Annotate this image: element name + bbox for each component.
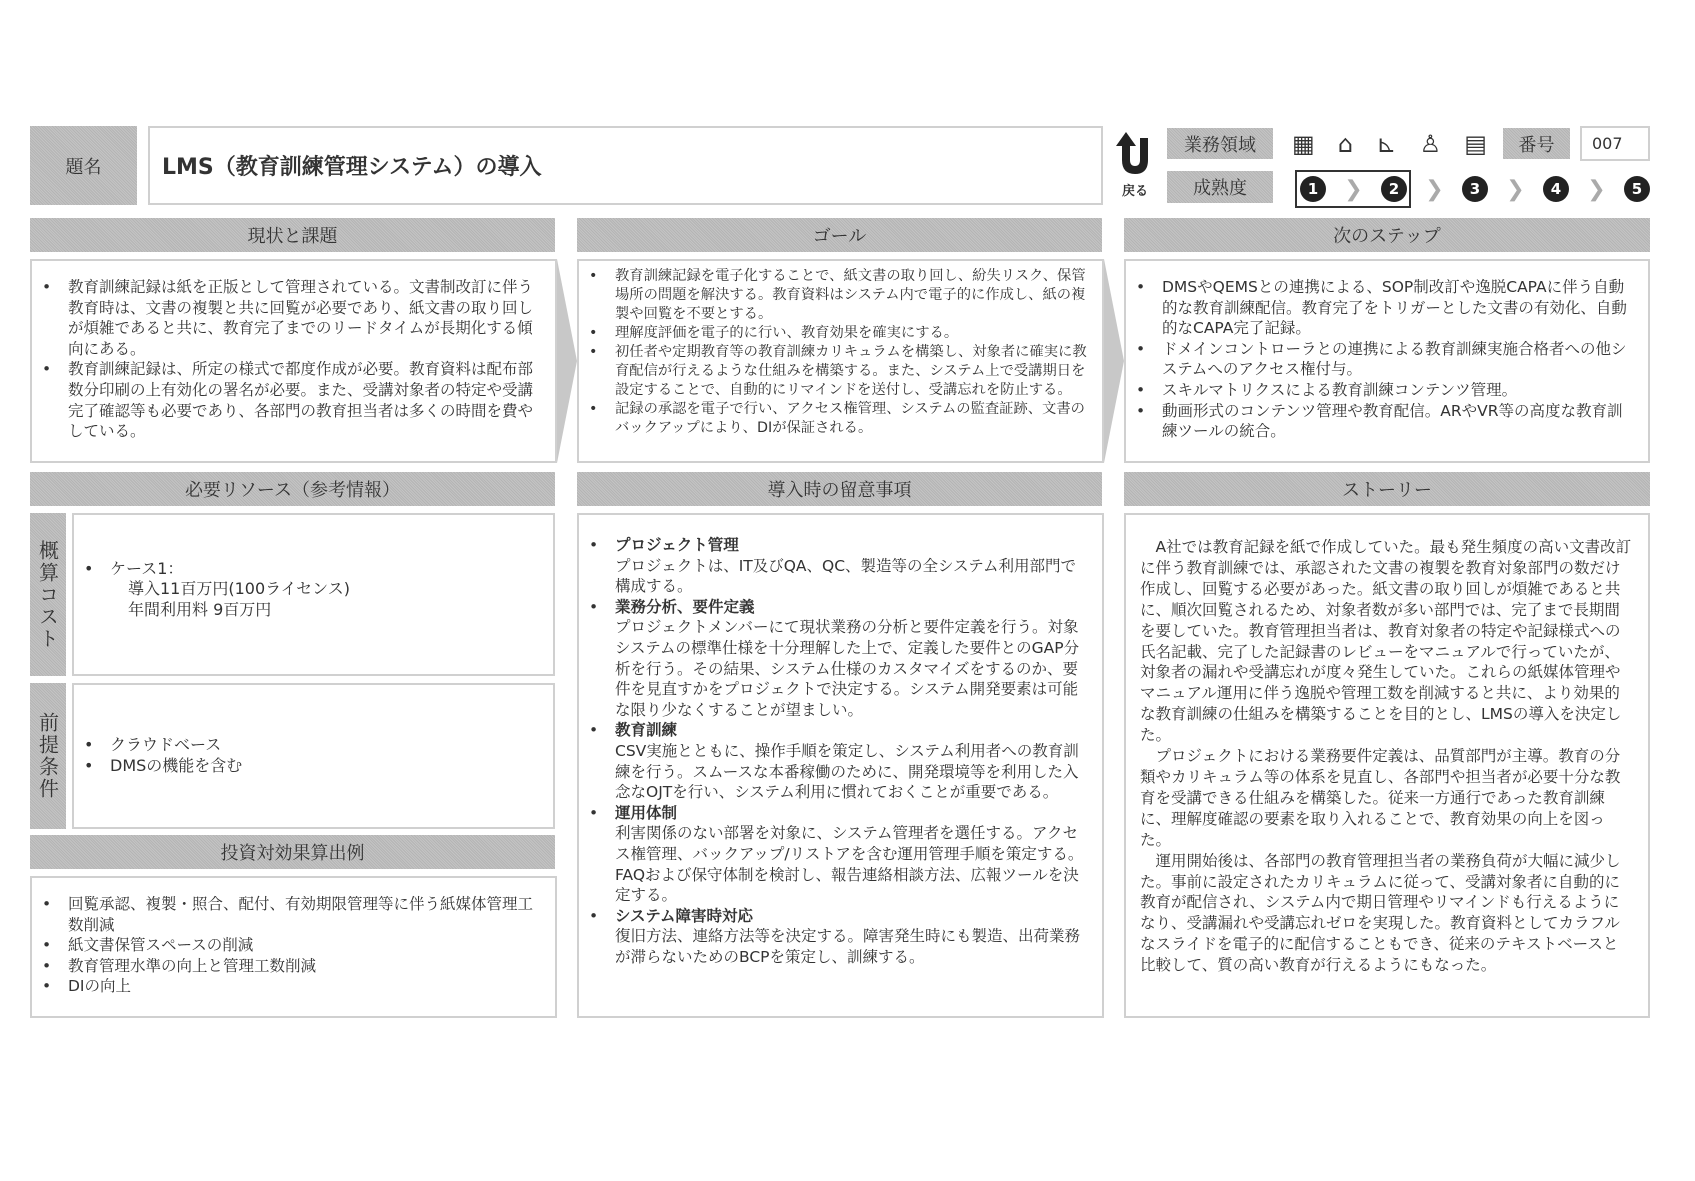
section-header-story: ストーリー [1124,472,1650,506]
list-item: • DMSの機能を含む [74,756,553,777]
list-item: • 業務分析、要件定義 プロジェクトメンバーにて現状業務の分析と要件定義を行う。対象システムの標準仕様を十分理解した上で、定義した要件とのGAP分析を行う。その結果、システム仕様のカスタマイズをするのか、要件を見直すかをプロジェクトで決定する。システム開発要素は可能な限り少なくすることが望ましい。 [579,597,1090,721]
chevron-right-icon: ❯ [1344,176,1363,202]
list-item: • 教育管理水準の向上と管理工数削減 [32,956,537,977]
back-arrow-icon [1114,132,1156,176]
list-item: • 紙文書保管スペースの削減 [32,935,537,956]
cost-panel [72,513,555,676]
list-item: • 初任者や定期教育等の教育訓練カリキュラムを構築し、対象者に確実に教育配信が行えるような仕組みを構築する。また、システム上で受講期日を設定することで、自動的にリマインドを送付し、受講忘れを防止する。 [579,343,1088,400]
list-item: • 回覧承認、複製・照合、配付、有効期限管理等に伴う紙媒体管理工数削減 [32,894,537,935]
maturity-step-3[interactable]: 3 [1462,176,1488,202]
list-item: • システム障害時対応 復旧方法、連絡方法等を決定する。障害発生時にも製造、出荷業務が滞らないためのBCPを策定し、訓練する。 [579,906,1090,968]
scientist-icon[interactable]: ♙ [1419,129,1442,158]
list-item: • 教育訓練記録は紙を正版として管理されている。文書制改訂に伴う教育時は、文書の複製と共に回覧が必要であり、紙文書の取り回しが煩雑であると共に、教育完了までのリードタイムが長期化する傾向にある。 [32,277,537,359]
section-header-goal: ゴール [577,218,1102,252]
clipboard-certificate-icon[interactable]: ▤ [1464,129,1487,158]
title-label: 題名 [30,126,137,205]
back-label: 戻る [1121,184,1148,199]
maturity-step-5[interactable]: 5 [1624,176,1650,202]
list-item: • 教育訓練記録は、所定の様式で都度作成が必要。教育資料は配布部数分印刷の上有効化の署名が必要。また、受講対象者の特定や受講完了確認等も必要であり、各部門の教育担当者は多くの時間を費やしている。 [32,359,537,441]
list-item: • 教育訓練 CSV実施とともに、操作手順を策定し、システム利用者への教育訓練を行う。スムースな本番稼働のために、開発環境等を利用した入念なOJTを行い、システム利用に慣れておくことが重要である。 [579,720,1090,802]
list-item: • 理解度評価を電子的に行い、教育効果を確実にする。 [579,324,1088,343]
list-item: • ケース1： 導入11百万円(100ライセンス) 年間利用料 9百万円 [74,559,553,621]
maturity-step-1[interactable]: 1 [1300,176,1326,202]
back-button[interactable] [1112,132,1158,199]
list-item: • 動画形式のコンテンツ管理や教育配信。ARやVR等の高度な教育訓練ツールの統合。 [1126,401,1630,442]
maturity-step-2[interactable]: 2 [1381,176,1407,202]
list-item: • スキルマトリクスによる教育訓練コンテンツ管理。 [1126,380,1630,401]
page-title: LMS（教育訓練管理システム）の導入 [148,126,1103,205]
warehouse-icon[interactable]: ⌂ [1337,129,1354,158]
story-panel [1124,513,1650,1018]
chevron-right-icon: ❯ [1587,176,1606,202]
calendar-grid-icon[interactable]: ▦ [1292,129,1315,158]
list-item: • DMSやQEMSとの連携による、SOP制改訂や逸脱CAPAに伴う自動的な教育訓練配信。教育完了をトリガーとした文書の有効化、自動的なCAPA完了記録。 [1126,277,1630,339]
section-header-current: 現状と課題 [30,218,555,252]
list-item: • 運用体制 利害関係のない部署を対象に、システム管理者を選任する。アクセス権管理、バックアップ/リストアを含む運用管理手順を策定する。FAQおよび保守体制を検討し、報告連絡相談方法、広報ツールを決定する。 [579,803,1090,906]
story-paragraph: プロジェクトにおける業務要件定義は、品質部門が主導。教育の分類やカリキュラム等の体系を見直し、各部門や担当者が必要十分な教育を受講できる仕組みを構築した。従来一方通行であった教育訓練に、理解度確認の要素を取り入れることで、教育効果の向上を図った。 [1140,747,1621,849]
maturity-steps [1300,175,1650,203]
list-item: • ドメインコントローラとの連携による教育訓練実施合格者への他システムへのアクセス権付与。 [1126,339,1630,380]
chevron-right-icon: ❯ [1506,176,1525,202]
list-item: • DIの向上 [32,976,537,997]
premise-label: 前提条件 [30,683,66,829]
story-paragraph: A社では教育記録を紙で作成していた。最も発生頻度の高い文書改訂に伴う教育訓練では、承認された文書の複製を教育対象部門の数だけ作成し、回覧する必要があった。紙文書の取り回しが煩雑であると共に、順次回覧されるため、対象者数が多い部門では、完了まで長期間を要していた。教育管理担当者は、教育対象者の特定や記録様式への氏名記載、完了した記録書のレビューをマニュアルで行っていたが、対象者の漏れや受講忘れが度々発生していた。これらの紙媒体管理やマニュアル運用に伴う逸脱や管理工数を削減すると共に、より効果的な教育訓練の仕組みを構築することを目的とし、LMSの導入を決定した。 [1140,538,1632,745]
factory-icon[interactable]: ⊾ [1376,129,1397,158]
list-item: • プロジェクト管理 プロジェクトは、IT及びQA、QC、製造等の全システム利用部門で構成する。 [579,535,1090,597]
list-item: • クラウドベース [74,735,553,756]
number-value: 007 [1580,126,1650,161]
story-paragraph: 運用開始後は、各部門の教育管理担当者の業務負荷が大幅に減少した。事前に設定されたカリキュラムに従って、受講対象者に自動的に教育が配信され、システム内で期日管理やリマインドも行えるようになり、受講漏れや受講忘れゼロを実現した。教育資料としてカラフルなスライドを電子的に配信することもでき、従来のテキストベースと比較して、質の高い教育が行えるようにもなった。 [1140,851,1621,975]
list-item: • 記録の承認を電子で行い、アクセス権管理、システムの監査証跡、文書のバックアップにより、DIが保証される。 [579,400,1088,438]
current-panel [30,259,557,463]
chevron-right-icon: ❯ [1425,176,1444,202]
flow-arrow [557,259,577,463]
domain-label: 業務領域 [1167,128,1273,159]
cost-label: 概算コスト [30,513,66,676]
next-panel [1124,259,1650,463]
maturity-step-4[interactable]: 4 [1543,176,1569,202]
section-header-notes: 導入時の留意事項 [577,472,1102,506]
section-header-roi: 投資対効果算出例 [30,835,555,869]
number-label: 番号 [1503,128,1570,159]
flow-arrow [1104,259,1124,463]
maturity-label: 成熟度 [1167,171,1273,203]
domain-icons [1292,128,1487,159]
premise-panel [72,683,555,829]
list-item: • 教育訓練記録を電子化することで、紙文書の取り回し、紛失リスク、保管場所の問題を解決する。教育資料はシステム内で電子的に作成し、紙の複製や回覧を不要とする。 [579,267,1088,324]
roi-panel [30,876,557,1018]
notes-panel [577,513,1104,1018]
section-header-next: 次のステップ [1124,218,1650,252]
section-header-resources: 必要リソース（参考情報） [30,472,555,506]
goal-panel [577,259,1104,463]
